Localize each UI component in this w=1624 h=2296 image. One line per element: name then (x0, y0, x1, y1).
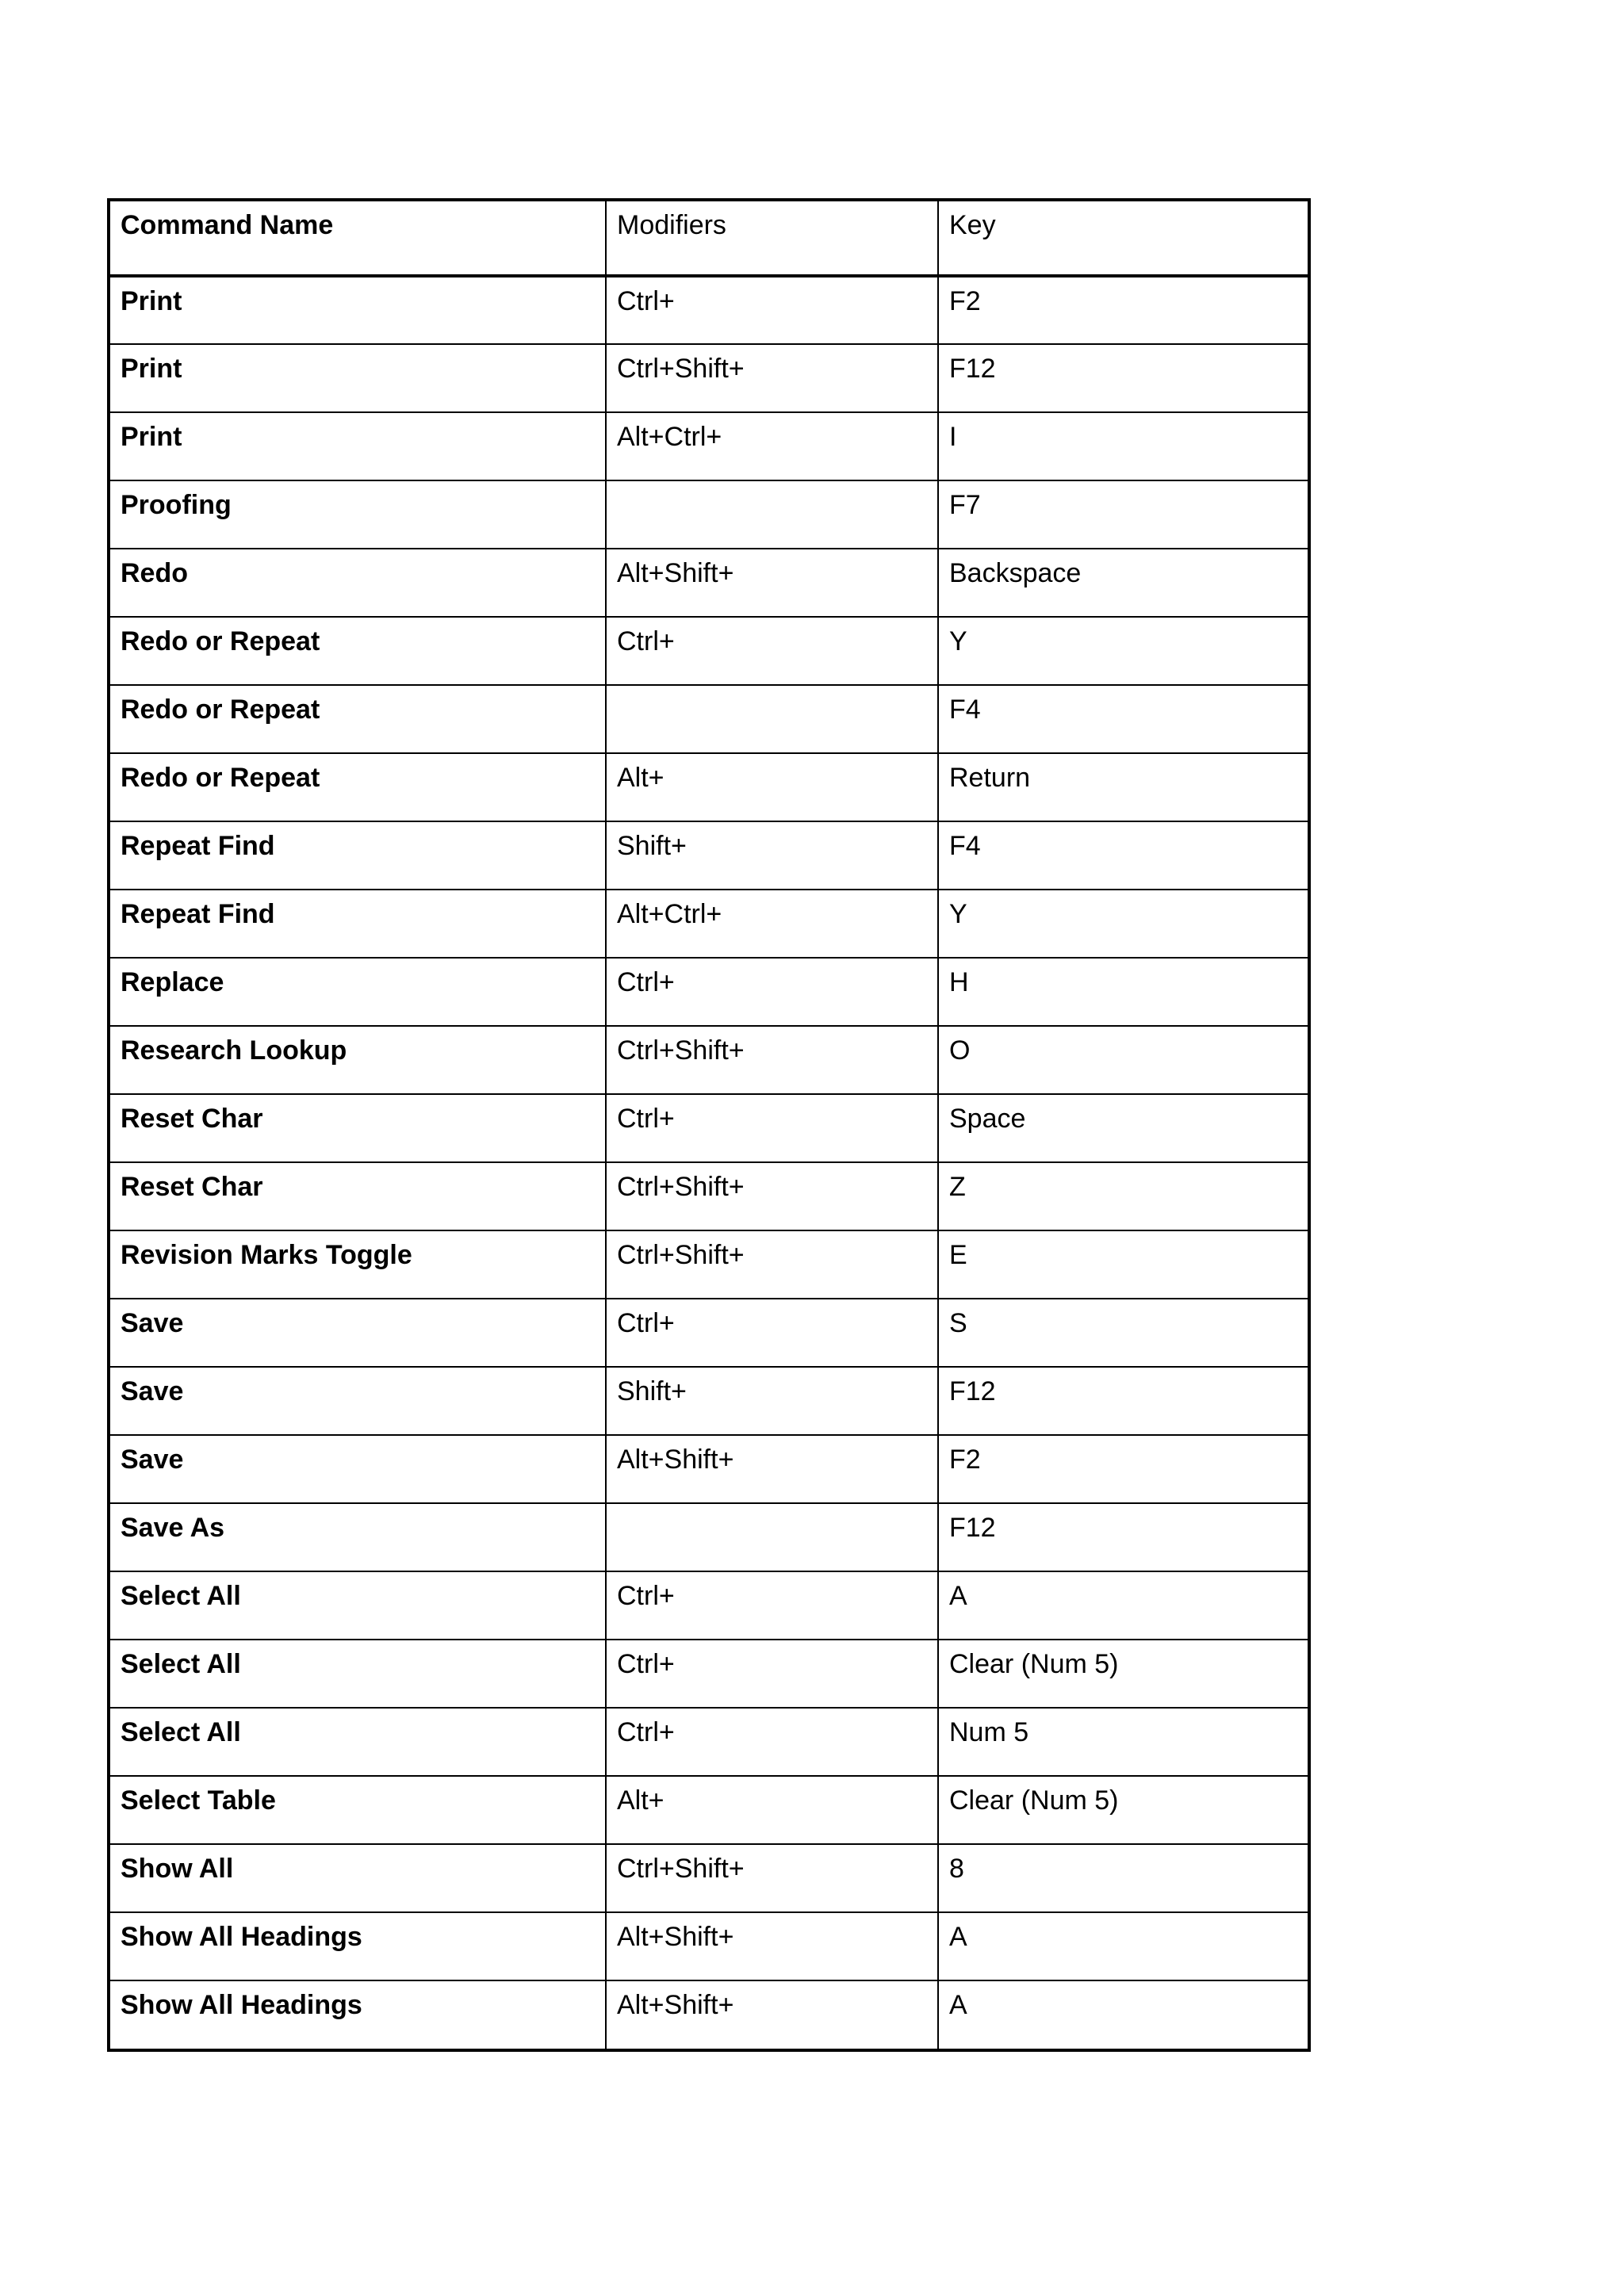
cell-key: Clear (Num 5) (938, 1776, 1308, 1844)
cell-command-name: Redo (110, 549, 606, 617)
cell-modifiers: Ctrl+ (606, 958, 938, 1026)
cell-key: Space (938, 1094, 1308, 1162)
cell-command-name: Redo or Repeat (110, 617, 606, 685)
shortcuts-table (110, 201, 1308, 2049)
cell-command-name: Select Table (110, 1776, 606, 1844)
cell-modifiers: Ctrl+ (606, 1640, 938, 1708)
table-row (110, 1299, 1308, 1367)
cell-command-name: Repeat Find (110, 821, 606, 890)
cell-command-name: Repeat Find (110, 890, 606, 958)
cell-command-name: Research Lookup (110, 1026, 606, 1094)
cell-modifiers: Ctrl+Shift+ (606, 344, 938, 412)
cell-modifiers (606, 685, 938, 753)
cell-command-name: Reset Char (110, 1162, 606, 1230)
cell-modifiers: Ctrl+ (606, 1094, 938, 1162)
cell-modifiers: Ctrl+ (606, 1571, 938, 1640)
cell-modifiers: Alt+Shift+ (606, 1912, 938, 1980)
cell-command-name: Print (110, 276, 606, 344)
cell-key: A (938, 1980, 1308, 2049)
table-row (110, 1230, 1308, 1299)
cell-command-name: Show All Headings (110, 1912, 606, 1980)
table-row (110, 412, 1308, 480)
column-header-command-name: Command Name (110, 201, 606, 276)
table-row (110, 549, 1308, 617)
cell-key: Return (938, 753, 1308, 821)
cell-key: F12 (938, 344, 1308, 412)
cell-modifiers: Alt+ (606, 753, 938, 821)
cell-command-name: Save As (110, 1503, 606, 1571)
table-row (110, 1980, 1308, 2049)
table-row (110, 890, 1308, 958)
cell-command-name: Replace (110, 958, 606, 1026)
cell-command-name: Print (110, 344, 606, 412)
cell-modifiers: Ctrl+ (606, 617, 938, 685)
cell-modifiers: Alt+Shift+ (606, 1980, 938, 2049)
cell-key: 8 (938, 1844, 1308, 1912)
cell-key: Y (938, 617, 1308, 685)
cell-modifiers: Alt+Ctrl+ (606, 412, 938, 480)
table-row (110, 344, 1308, 412)
cell-key: F12 (938, 1503, 1308, 1571)
cell-command-name: Revision Marks Toggle (110, 1230, 606, 1299)
cell-modifiers: Alt+Shift+ (606, 1435, 938, 1503)
table-row (110, 1435, 1308, 1503)
table-row (110, 1094, 1308, 1162)
cell-modifiers: Shift+ (606, 1367, 938, 1435)
cell-modifiers: Ctrl+ (606, 1299, 938, 1367)
cell-modifiers (606, 480, 938, 549)
table-row (110, 1503, 1308, 1571)
cell-key: Backspace (938, 549, 1308, 617)
cell-command-name: Reset Char (110, 1094, 606, 1162)
table-row (110, 1571, 1308, 1640)
cell-key: H (938, 958, 1308, 1026)
table-row (110, 958, 1308, 1026)
cell-command-name: Save (110, 1435, 606, 1503)
cell-modifiers: Alt+Shift+ (606, 549, 938, 617)
table-row (110, 1640, 1308, 1708)
cell-command-name: Redo or Repeat (110, 753, 606, 821)
cell-command-name: Save (110, 1299, 606, 1367)
table-row (110, 1844, 1308, 1912)
cell-modifiers (606, 1503, 938, 1571)
table-row (110, 685, 1308, 753)
table-row (110, 1162, 1308, 1230)
cell-command-name: Proofing (110, 480, 606, 549)
table-row (110, 1708, 1308, 1776)
table-row (110, 617, 1308, 685)
cell-key: F4 (938, 821, 1308, 890)
cell-key: I (938, 412, 1308, 480)
cell-modifiers: Ctrl+ (606, 276, 938, 344)
column-header-key: Key (938, 201, 1308, 276)
cell-key: F7 (938, 480, 1308, 549)
cell-modifiers: Alt+Ctrl+ (606, 890, 938, 958)
cell-command-name: Print (110, 412, 606, 480)
cell-modifiers: Alt+ (606, 1776, 938, 1844)
cell-key: F2 (938, 276, 1308, 344)
cell-key: F4 (938, 685, 1308, 753)
cell-modifiers: Shift+ (606, 821, 938, 890)
cell-modifiers: Ctrl+Shift+ (606, 1844, 938, 1912)
cell-key: F2 (938, 1435, 1308, 1503)
cell-key: F12 (938, 1367, 1308, 1435)
table-row (110, 1367, 1308, 1435)
table-row (110, 753, 1308, 821)
cell-modifiers: Ctrl+Shift+ (606, 1230, 938, 1299)
cell-command-name: Show All (110, 1844, 606, 1912)
table-row (110, 480, 1308, 549)
cell-key: Z (938, 1162, 1308, 1230)
cell-modifiers: Ctrl+Shift+ (606, 1162, 938, 1230)
cell-key: A (938, 1571, 1308, 1640)
cell-command-name: Redo or Repeat (110, 685, 606, 753)
cell-command-name: Select All (110, 1571, 606, 1640)
cell-key: Num 5 (938, 1708, 1308, 1776)
table-body (110, 276, 1308, 2049)
cell-command-name: Save (110, 1367, 606, 1435)
cell-key: Y (938, 890, 1308, 958)
cell-key: Clear (Num 5) (938, 1640, 1308, 1708)
cell-modifiers: Ctrl+ (606, 1708, 938, 1776)
shortcuts-table-container (107, 198, 1311, 2052)
table-row (110, 1026, 1308, 1094)
cell-key: S (938, 1299, 1308, 1367)
table-row (110, 821, 1308, 890)
cell-command-name: Select All (110, 1640, 606, 1708)
table-header-row (110, 201, 1308, 276)
cell-modifiers: Ctrl+Shift+ (606, 1026, 938, 1094)
cell-key: A (938, 1912, 1308, 1980)
cell-command-name: Select All (110, 1708, 606, 1776)
cell-key: E (938, 1230, 1308, 1299)
column-header-modifiers: Modifiers (606, 201, 938, 276)
table-row (110, 276, 1308, 344)
table-row (110, 1776, 1308, 1844)
cell-command-name: Show All Headings (121, 1990, 362, 2020)
table-row (110, 1912, 1308, 1980)
cell-key: O (938, 1026, 1308, 1094)
